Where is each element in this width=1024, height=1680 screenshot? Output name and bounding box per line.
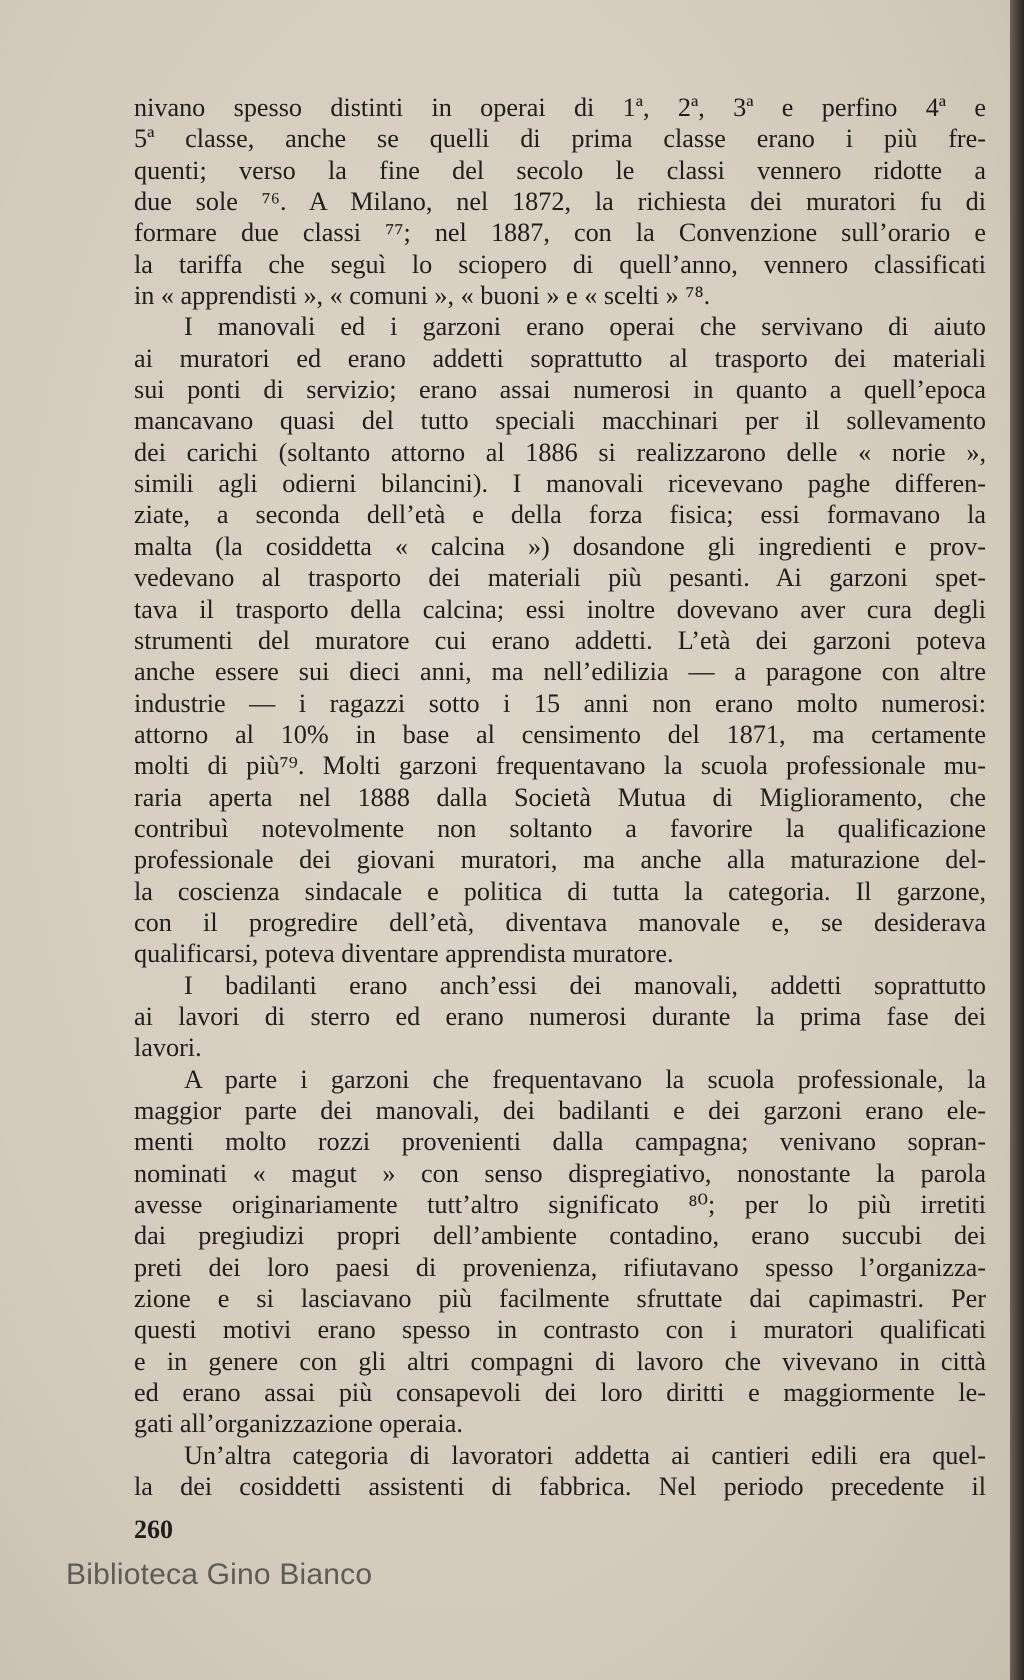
text-line: Un’altra categoria di lavoratori addetta ai cantieri edili era quel- — [184, 1440, 986, 1470]
library-watermark: Biblioteca Gino Bianco — [66, 1558, 373, 1591]
text-line: attorno al 10% in base al censimento del 1871, ma certamente — [134, 719, 986, 749]
text-line: la coscienza sindacale e politica di tutta la categoria. Il garzone, — [134, 876, 986, 906]
text-line: raria aperta nel 1888 dalla Società Mutua di Miglioramento, che — [134, 782, 986, 812]
text-line: sui ponti di servizio; erano assai numerosi in quanto a quell’epoca — [134, 375, 986, 405]
text-line: tava il trasporto della calcina; essi inoltre dovevano aver cura degli — [134, 594, 986, 624]
text-line: lavori. — [134, 1033, 202, 1063]
text-line: ed erano assai più consapevoli dei loro diritti e maggiormente le- — [134, 1378, 986, 1408]
text-line: la dei cosiddetti assistenti di fabbrica. Nel periodo precedente il — [134, 1472, 986, 1502]
text-line: mancavano quasi del tutto speciali macchinari per il sollevamento — [134, 406, 986, 436]
text-line: gati all’organizzazione operaia. — [134, 1409, 463, 1439]
text-line: anche essere sui dieci anni, ma nell’edilizia — a paragone con altre — [134, 657, 986, 687]
text-line: nivano spesso distinti in operai di 1ª, 2ª, 3ª e perfino 4ª e — [134, 93, 986, 122]
text-line: malta (la cosiddetta « calcina ») dosandone gli ingredienti e prov- — [134, 531, 986, 561]
book-edge-shadow — [1010, 0, 1024, 1680]
text-line: in « apprendisti », « comuni », « buoni » e « scelti » ⁷⁸. — [134, 281, 711, 311]
text-line: I manovali ed i garzoni erano operai che servivano di aiuto — [184, 312, 986, 342]
text-line: ziate, a seconda dell’età e della forza fisica; essi formavano la — [134, 500, 986, 530]
text-line: preti dei loro paesi di provenienza, rifiutavano spesso l’organizza- — [134, 1252, 986, 1282]
text-line: con il progredire dell’età, diventava manovale e, se desiderava — [134, 907, 986, 937]
text-line: dei carichi (soltanto attorno al 1886 si realizzarono delle « norie », — [134, 437, 986, 467]
text-line: ai muratori ed erano addetti soprattutto al trasporto dei materiali — [134, 343, 986, 373]
text-line: professionale dei giovani muratori, ma anche alla maturazione del- — [134, 845, 986, 875]
body-text — [134, 92, 986, 1502]
text-line: strumenti del muratore cui erano addetti. L’età dei garzoni poteva — [134, 625, 986, 655]
text-line: dai pregiudizi propri dell’ambiente contadino, erano succubi dei — [134, 1221, 986, 1251]
text-line: menti molto rozzi provenienti dalla campagna; venivano sopran- — [134, 1127, 986, 1157]
text-line: la tariffa che seguì lo sciopero di quell’anno, vennero classificati — [134, 249, 986, 279]
text-line: A parte i garzoni che frequentavano la scuola professionale, la — [184, 1064, 986, 1094]
text-line: contribuì notevolmente non soltanto a favorire la qualificazione — [134, 813, 986, 843]
text-line: I badilanti erano anch’essi dei manovali, addetti soprattutto — [184, 970, 986, 1000]
text-line: ai lavori di sterro ed erano numerosi durante la prima fase dei — [134, 1001, 986, 1031]
text-line: simili agli odierni bilancini). I manovali ricevevano paghe differen- — [134, 469, 986, 499]
text-line: nominati « magut » con senso dispregiativo, nonostante la parola — [134, 1158, 986, 1188]
text-line: zione e si lasciavano più facilmente sfruttate dai capimastri. Per — [134, 1284, 986, 1314]
page-number: 260 — [134, 1515, 173, 1544]
text-line: maggior parte dei manovali, dei badilanti e dei garzoni erano ele- — [134, 1096, 986, 1125]
text-line: molti di più⁷⁹. Molti garzoni frequentavano la scuola professionale mu- — [134, 751, 986, 781]
text-line: industrie — i ragazzi sotto i 15 anni non erano molto numerosi: — [134, 688, 986, 718]
text-line: 5ª classe, anche se quelli di prima classe erano i più fre- — [134, 124, 986, 154]
text-line: qualificarsi, poteva diventare apprendista muratore. — [134, 939, 674, 969]
text-line: e in genere con gli altri compagni di lavoro che vivevano in città — [134, 1346, 986, 1376]
text-line: questi motivi erano spesso in contrasto con i muratori qualificati — [134, 1315, 986, 1345]
text-line: due sole ⁷⁶. A Milano, nel 1872, la richiesta dei muratori fu di — [134, 187, 986, 217]
text-line: quenti; verso la fine del secolo le classi vennero ridotte a — [134, 155, 986, 185]
text-line: formare due classi ⁷⁷; nel 1887, con la Convenzione sull’orario e — [134, 218, 986, 248]
text-line: avesse originariamente tutt’altro significato ⁸⁰; per lo più irretiti — [134, 1190, 986, 1220]
text-line: vedevano al trasporto dei materiali più pesanti. Ai garzoni spet- — [134, 563, 986, 593]
